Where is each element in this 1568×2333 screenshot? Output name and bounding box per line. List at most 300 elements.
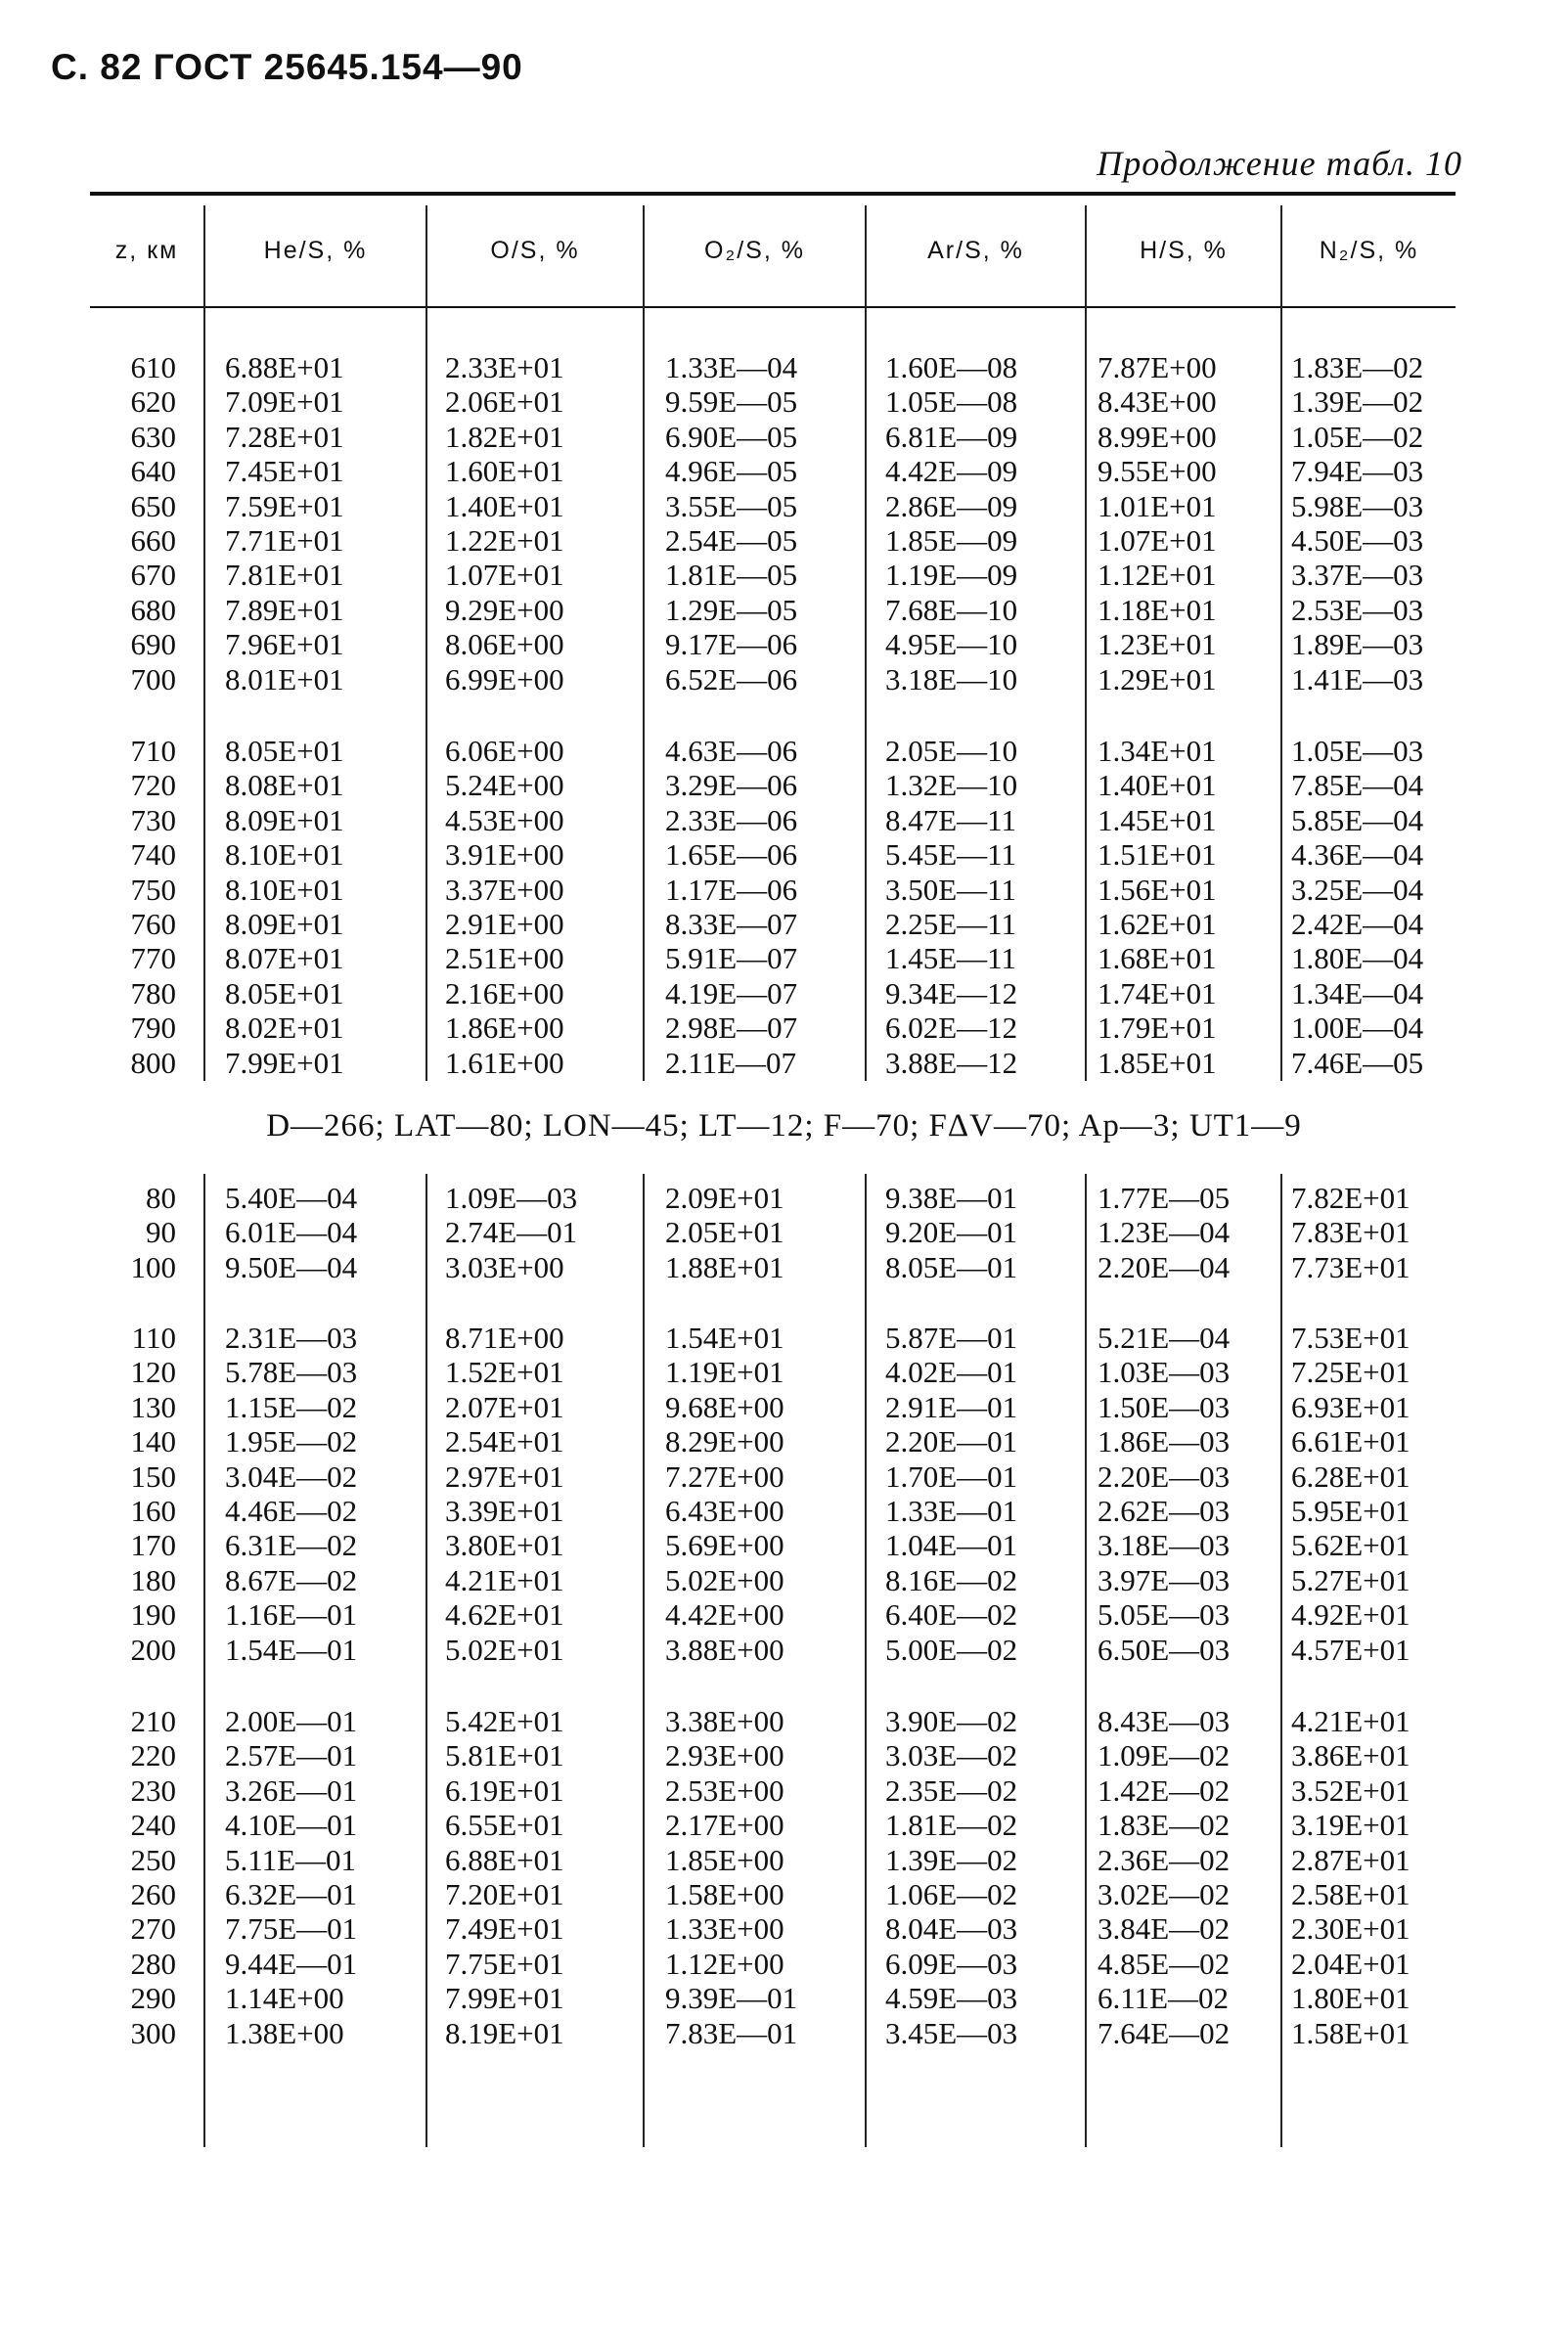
table-row xyxy=(0,734,1568,768)
cell-argon: 2.20E—01 xyxy=(885,1424,1018,1459)
cell-altitude: 690 xyxy=(130,627,176,662)
cell-helium: 7.45E+01 xyxy=(225,454,344,489)
cell-hydrogen: 1.56E+01 xyxy=(1098,872,1217,907)
cell-helium: 6.01E—04 xyxy=(225,1215,358,1250)
column-separator xyxy=(643,1174,645,2147)
column-separator xyxy=(203,1174,205,2147)
cell-molecular-oxygen: 1.65E—06 xyxy=(665,837,798,873)
cell-nitrogen: 2.04E+01 xyxy=(1291,1946,1411,1981)
table-row xyxy=(0,803,1568,837)
cell-argon: 8.05E—01 xyxy=(885,1249,1018,1284)
cell-nitrogen: 4.57E+01 xyxy=(1291,1632,1411,1667)
cell-nitrogen: 1.80E—04 xyxy=(1291,941,1424,976)
cell-oxygen: 1.22E+01 xyxy=(445,523,564,558)
cell-nitrogen: 1.83E—02 xyxy=(1291,350,1424,384)
cell-molecular-oxygen: 2.33E—06 xyxy=(665,802,798,837)
cell-argon: 8.47E—11 xyxy=(885,802,1017,837)
cell-altitude: 710 xyxy=(130,734,176,768)
cell-oxygen: 7.99E+01 xyxy=(445,1981,564,2016)
cell-argon: 4.42E—09 xyxy=(885,454,1018,489)
cell-hydrogen: 6.50E—03 xyxy=(1098,1632,1231,1667)
cell-molecular-oxygen: 4.96E—05 xyxy=(665,454,798,489)
cell-nitrogen: 6.93E+01 xyxy=(1291,1389,1411,1424)
cell-helium: 5.11E—01 xyxy=(225,1842,357,1877)
table-row xyxy=(0,1390,1568,1424)
table-row xyxy=(0,1808,1568,1842)
cell-altitude: 760 xyxy=(130,907,176,941)
cell-oxygen: 1.86E+00 xyxy=(445,1010,564,1046)
cell-argon: 1.39E—02 xyxy=(885,1842,1018,1877)
table-row xyxy=(0,1494,1568,1528)
cell-molecular-oxygen: 1.33E+00 xyxy=(665,1911,784,1947)
cell-argon: 7.68E—10 xyxy=(885,592,1018,627)
cell-molecular-oxygen: 2.17E+00 xyxy=(665,1808,784,1843)
table-row xyxy=(0,1911,1568,1946)
cell-molecular-oxygen: 2.09E+01 xyxy=(665,1181,784,1215)
cell-helium: 8.67E—02 xyxy=(225,1562,358,1597)
cell-hydrogen: 1.40E+01 xyxy=(1098,768,1217,803)
table-row xyxy=(0,523,1568,558)
cell-argon: 6.09E—03 xyxy=(885,1946,1018,1981)
cell-molecular-oxygen: 1.54E+01 xyxy=(665,1321,784,1355)
cell-altitude: 160 xyxy=(130,1494,176,1528)
cell-hydrogen: 2.62E—03 xyxy=(1098,1494,1231,1528)
table-row xyxy=(0,489,1568,523)
table-row xyxy=(0,1843,1568,1877)
header-altitude: z, км xyxy=(114,237,179,264)
header-separator xyxy=(643,207,645,303)
cell-argon: 5.45E—11 xyxy=(885,837,1017,873)
column-separator xyxy=(426,1174,427,2147)
cell-argon: 6.02E—12 xyxy=(885,1010,1018,1046)
cell-nitrogen: 1.58E+01 xyxy=(1291,2015,1411,2050)
cell-molecular-oxygen: 1.19E+01 xyxy=(665,1355,784,1390)
cell-hydrogen: 3.02E—02 xyxy=(1098,1877,1231,1911)
table-row xyxy=(0,1046,1568,1080)
cell-nitrogen: 7.83E+01 xyxy=(1291,1215,1411,1250)
cell-hydrogen: 9.55E+00 xyxy=(1098,454,1217,489)
cell-helium: 1.14E+00 xyxy=(225,1981,344,2016)
cell-helium: 2.00E—01 xyxy=(225,1704,358,1738)
cell-hydrogen: 1.12E+01 xyxy=(1098,558,1217,593)
cell-helium: 9.44E—01 xyxy=(225,1946,358,1981)
cell-molecular-oxygen: 1.12E+00 xyxy=(665,1946,784,1981)
table-row xyxy=(0,1704,1568,1738)
cell-hydrogen: 1.18E+01 xyxy=(1098,592,1217,627)
cell-argon: 1.06E—02 xyxy=(885,1877,1018,1911)
cell-altitude: 790 xyxy=(130,1010,176,1046)
cell-altitude: 650 xyxy=(130,488,176,523)
table-row xyxy=(0,593,1568,627)
cell-nitrogen: 4.50E—03 xyxy=(1291,523,1424,558)
cell-argon: 9.34E—12 xyxy=(885,975,1018,1010)
cell-altitude: 170 xyxy=(130,1528,176,1563)
cell-argon: 3.18E—10 xyxy=(885,661,1018,696)
table-row xyxy=(0,1424,1568,1458)
cell-altitude: 260 xyxy=(130,1877,176,1911)
table-row xyxy=(0,1215,1568,1249)
cell-oxygen: 2.97E+01 xyxy=(445,1458,564,1494)
cell-hydrogen: 7.87E+00 xyxy=(1098,350,1217,384)
header-separator xyxy=(1085,207,1087,303)
column-separator xyxy=(643,205,645,1081)
cell-nitrogen: 3.86E+01 xyxy=(1291,1738,1411,1773)
table-row xyxy=(0,420,1568,454)
cell-nitrogen: 7.85E—04 xyxy=(1291,768,1424,803)
cell-oxygen: 5.24E+00 xyxy=(445,768,564,803)
cell-molecular-oxygen: 3.38E+00 xyxy=(665,1704,784,1738)
cell-oxygen: 1.52E+01 xyxy=(445,1355,564,1390)
cell-hydrogen: 1.50E—03 xyxy=(1098,1389,1231,1424)
cell-molecular-oxygen: 2.05E+01 xyxy=(665,1215,784,1250)
cell-oxygen: 4.62E+01 xyxy=(445,1597,564,1633)
cell-altitude: 250 xyxy=(130,1842,176,1877)
table-row xyxy=(0,1181,1568,1215)
cell-helium: 7.99E+01 xyxy=(225,1045,344,1080)
cell-helium: 5.40E—04 xyxy=(225,1181,358,1215)
cell-argon: 2.25E—11 xyxy=(885,907,1017,941)
cell-altitude: 280 xyxy=(130,1946,176,1981)
column-separator xyxy=(865,205,867,1081)
cell-molecular-oxygen: 2.54E—05 xyxy=(665,523,798,558)
cell-oxygen: 1.07E+01 xyxy=(445,558,564,593)
cell-nitrogen: 1.39E—02 xyxy=(1291,384,1424,420)
cell-oxygen: 6.88E+01 xyxy=(445,1842,564,1877)
cell-molecular-oxygen: 1.17E—06 xyxy=(665,872,798,907)
cell-helium: 7.09E+01 xyxy=(225,384,344,420)
cell-molecular-oxygen: 6.52E—06 xyxy=(665,661,798,696)
cell-nitrogen: 1.41E—03 xyxy=(1291,661,1424,696)
cell-nitrogen: 5.27E+01 xyxy=(1291,1562,1411,1597)
cell-argon: 1.33E—01 xyxy=(885,1494,1018,1528)
cell-hydrogen: 8.43E+00 xyxy=(1098,384,1217,420)
table-row xyxy=(0,350,1568,384)
cell-nitrogen: 4.92E+01 xyxy=(1291,1597,1411,1633)
cell-hydrogen: 1.09E—02 xyxy=(1098,1738,1231,1773)
cell-molecular-oxygen: 4.42E+00 xyxy=(665,1597,784,1633)
cell-nitrogen: 7.94E—03 xyxy=(1291,454,1424,489)
cell-hydrogen: 7.64E—02 xyxy=(1098,2015,1231,2050)
cell-helium: 7.96E+01 xyxy=(225,627,344,662)
header-separator xyxy=(426,207,427,303)
cell-helium: 6.32E—01 xyxy=(225,1877,358,1911)
cell-oxygen: 2.54E+01 xyxy=(445,1424,564,1459)
cell-helium: 7.59E+01 xyxy=(225,488,344,523)
cell-argon: 3.88E—12 xyxy=(885,1045,1018,1080)
cell-hydrogen: 1.23E—04 xyxy=(1098,1215,1231,1250)
cell-oxygen: 2.33E+01 xyxy=(445,350,564,384)
cell-molecular-oxygen: 5.69E+00 xyxy=(665,1528,784,1563)
cell-oxygen: 6.99E+00 xyxy=(445,661,564,696)
table-row xyxy=(0,1947,1568,1981)
cell-helium: 8.02E+01 xyxy=(225,1010,344,1046)
cell-hydrogen: 1.01E+01 xyxy=(1098,488,1217,523)
cell-hydrogen: 3.84E—02 xyxy=(1098,1911,1231,1947)
cell-molecular-oxygen: 1.88E+01 xyxy=(665,1249,784,1284)
cell-argon: 8.04E—03 xyxy=(885,1911,1018,1947)
header-separator xyxy=(1280,207,1282,303)
cell-altitude: 750 xyxy=(130,872,176,907)
cell-oxygen: 2.16E+00 xyxy=(445,975,564,1010)
cell-nitrogen: 3.52E+01 xyxy=(1291,1772,1411,1808)
cell-nitrogen: 2.42E—04 xyxy=(1291,907,1424,941)
cell-nitrogen: 2.30E+01 xyxy=(1291,1911,1411,1947)
table-row xyxy=(0,384,1568,419)
cell-altitude: 180 xyxy=(130,1562,176,1597)
table-row xyxy=(0,1355,1568,1389)
cell-altitude: 660 xyxy=(130,523,176,558)
cell-nitrogen: 7.46E—05 xyxy=(1291,1045,1424,1080)
cell-argon: 9.38E—01 xyxy=(885,1181,1018,1215)
cell-oxygen: 1.82E+01 xyxy=(445,419,564,454)
cell-argon: 9.20E—01 xyxy=(885,1215,1018,1250)
cell-altitude: 220 xyxy=(130,1738,176,1773)
cell-helium: 8.09E+01 xyxy=(225,802,344,837)
cell-nitrogen: 7.82E+01 xyxy=(1291,1181,1411,1215)
cell-hydrogen: 1.86E—03 xyxy=(1098,1424,1231,1459)
cell-molecular-oxygen: 1.33E—04 xyxy=(665,350,798,384)
cell-oxygen: 6.19E+01 xyxy=(445,1772,564,1808)
cell-molecular-oxygen: 2.53E+00 xyxy=(665,1772,784,1808)
cell-molecular-oxygen: 2.11E—07 xyxy=(665,1045,797,1080)
table-row xyxy=(0,1321,1568,1355)
cell-nitrogen: 6.61E+01 xyxy=(1291,1424,1411,1459)
cell-helium: 1.38E+00 xyxy=(225,2015,344,2050)
cell-nitrogen: 1.00E—04 xyxy=(1291,1010,1424,1046)
cell-oxygen: 7.20E+01 xyxy=(445,1877,564,1911)
cell-altitude: 210 xyxy=(130,1704,176,1738)
cell-argon: 5.00E—02 xyxy=(885,1632,1018,1667)
cell-hydrogen: 5.05E—03 xyxy=(1098,1597,1231,1633)
cell-altitude: 780 xyxy=(130,975,176,1010)
cell-helium: 2.57E—01 xyxy=(225,1738,358,1773)
cell-hydrogen: 1.62E+01 xyxy=(1098,907,1217,941)
cell-helium: 1.15E—02 xyxy=(225,1389,358,1424)
cell-molecular-oxygen: 3.88E+00 xyxy=(665,1632,784,1667)
table-header-rule xyxy=(90,306,1456,308)
table-row xyxy=(0,837,1568,872)
column-separator xyxy=(1085,1174,1087,2147)
cell-oxygen: 1.61E+00 xyxy=(445,1045,564,1080)
cell-oxygen: 3.80E+01 xyxy=(445,1528,564,1563)
cell-nitrogen: 5.62E+01 xyxy=(1291,1528,1411,1563)
cell-altitude: 270 xyxy=(130,1911,176,1947)
cell-helium: 8.01E+01 xyxy=(225,661,344,696)
cell-oxygen: 4.21E+01 xyxy=(445,1562,564,1597)
cell-altitude: 720 xyxy=(130,768,176,803)
cell-argon: 4.02E—01 xyxy=(885,1355,1018,1390)
cell-altitude: 610 xyxy=(130,350,176,384)
cell-argon: 1.70E—01 xyxy=(885,1458,1018,1494)
table-row xyxy=(0,1010,1568,1045)
cell-nitrogen: 1.05E—03 xyxy=(1291,734,1424,768)
cell-argon: 3.50E—11 xyxy=(885,872,1017,907)
table-row xyxy=(0,873,1568,907)
cell-altitude: 240 xyxy=(130,1808,176,1843)
table-row xyxy=(0,1597,1568,1632)
table-row xyxy=(0,976,1568,1010)
cell-hydrogen: 4.85E—02 xyxy=(1098,1946,1231,1981)
cell-altitude: 800 xyxy=(130,1045,176,1080)
cell-argon: 3.45E—03 xyxy=(885,2015,1018,2050)
cell-altitude: 620 xyxy=(130,384,176,420)
cell-argon: 1.81E—02 xyxy=(885,1808,1018,1843)
cell-helium: 1.54E—01 xyxy=(225,1632,358,1667)
cell-molecular-oxygen: 6.90E—05 xyxy=(665,419,798,454)
cell-hydrogen: 1.51E+01 xyxy=(1098,837,1217,873)
cell-helium: 8.05E+01 xyxy=(225,734,344,768)
cell-oxygen: 5.02E+01 xyxy=(445,1632,564,1667)
cell-nitrogen: 5.98E—03 xyxy=(1291,488,1424,523)
cell-hydrogen: 1.83E—02 xyxy=(1098,1808,1231,1843)
cell-molecular-oxygen: 9.68E+00 xyxy=(665,1389,784,1424)
cell-molecular-oxygen: 7.27E+00 xyxy=(665,1458,784,1494)
table-row xyxy=(0,1459,1568,1494)
column-separator xyxy=(426,205,427,1081)
cell-hydrogen: 1.77E—05 xyxy=(1098,1181,1231,1215)
cell-argon: 6.81E—09 xyxy=(885,419,1018,454)
cell-oxygen: 5.42E+01 xyxy=(445,1704,564,1738)
cell-argon: 1.45E—11 xyxy=(885,941,1017,976)
table-row xyxy=(0,768,1568,802)
cell-hydrogen: 2.20E—04 xyxy=(1098,1249,1231,1284)
cell-oxygen: 5.81E+01 xyxy=(445,1738,564,1773)
cell-altitude: 730 xyxy=(130,802,176,837)
cell-hydrogen: 1.68E+01 xyxy=(1098,941,1217,976)
cell-oxygen: 1.40E+01 xyxy=(445,488,564,523)
cell-hydrogen: 6.11E—02 xyxy=(1098,1981,1230,2016)
column-separator xyxy=(865,1174,867,2147)
cell-nitrogen: 6.28E+01 xyxy=(1291,1458,1411,1494)
cell-oxygen: 2.51E+00 xyxy=(445,941,564,976)
cell-argon: 2.05E—10 xyxy=(885,734,1018,768)
cell-helium: 8.07E+01 xyxy=(225,941,344,976)
cell-molecular-oxygen: 6.43E+00 xyxy=(665,1494,784,1528)
cell-nitrogen: 5.95E+01 xyxy=(1291,1494,1411,1528)
table-row xyxy=(0,627,1568,661)
cell-oxygen: 7.49E+01 xyxy=(445,1911,564,1947)
cell-molecular-oxygen: 2.93E+00 xyxy=(665,1738,784,1773)
cell-helium: 8.10E+01 xyxy=(225,837,344,873)
cell-molecular-oxygen: 1.81E—05 xyxy=(665,558,798,593)
cell-oxygen: 9.29E+00 xyxy=(445,592,564,627)
cell-argon: 1.04E—01 xyxy=(885,1528,1018,1563)
cell-argon: 1.19E—09 xyxy=(885,558,1018,593)
cell-argon: 2.91E—01 xyxy=(885,1389,1018,1424)
cell-nitrogen: 3.25E—04 xyxy=(1291,872,1424,907)
table-row xyxy=(0,2016,1568,2050)
table-continuation-label: Продолжение табл. 10 xyxy=(1097,144,1462,183)
cell-hydrogen: 2.20E—03 xyxy=(1098,1458,1231,1494)
cell-hydrogen: 2.36E—02 xyxy=(1098,1842,1231,1877)
table-row xyxy=(0,454,1568,488)
cell-nitrogen: 4.36E—04 xyxy=(1291,837,1424,873)
cell-nitrogen: 2.87E+01 xyxy=(1291,1842,1411,1877)
cell-altitude: 120 xyxy=(130,1355,176,1390)
cell-oxygen: 3.37E+00 xyxy=(445,872,564,907)
cell-molecular-oxygen: 5.02E+00 xyxy=(665,1562,784,1597)
cell-oxygen: 3.39E+01 xyxy=(445,1494,564,1528)
cell-argon: 5.87E—01 xyxy=(885,1321,1018,1355)
cell-helium: 8.10E+01 xyxy=(225,872,344,907)
cell-argon: 1.60E—08 xyxy=(885,350,1018,384)
cell-helium: 2.31E—03 xyxy=(225,1321,358,1355)
cell-helium: 9.50E—04 xyxy=(225,1249,358,1284)
cell-nitrogen: 5.85E—04 xyxy=(1291,802,1424,837)
cell-altitude: 110 xyxy=(131,1321,176,1355)
cell-nitrogen: 4.21E+01 xyxy=(1291,1704,1411,1738)
cell-molecular-oxygen: 7.83E—01 xyxy=(665,2015,798,2050)
cell-altitude: 190 xyxy=(130,1597,176,1633)
table-row xyxy=(0,941,1568,975)
cell-molecular-oxygen: 1.58E+00 xyxy=(665,1877,784,1911)
cell-helium: 4.46E—02 xyxy=(225,1494,358,1528)
cell-nitrogen: 1.80E+01 xyxy=(1291,1981,1411,2016)
cell-helium: 7.89E+01 xyxy=(225,592,344,627)
cell-molecular-oxygen: 1.29E—05 xyxy=(665,592,798,627)
cell-molecular-oxygen: 4.63E—06 xyxy=(665,734,798,768)
cell-helium: 3.26E—01 xyxy=(225,1772,358,1808)
cell-altitude: 680 xyxy=(130,592,176,627)
cell-oxygen: 3.91E+00 xyxy=(445,837,564,873)
cell-altitude: 630 xyxy=(130,419,176,454)
cell-oxygen: 8.71E+00 xyxy=(445,1321,564,1355)
cell-altitude: 670 xyxy=(130,558,176,593)
cell-helium: 7.28E+01 xyxy=(225,419,344,454)
table-row xyxy=(0,1563,1568,1597)
cell-hydrogen: 1.07E+01 xyxy=(1098,523,1217,558)
cell-hydrogen: 1.34E+01 xyxy=(1098,734,1217,768)
cell-argon: 1.85E—09 xyxy=(885,523,1018,558)
cell-argon: 3.90E—02 xyxy=(885,1704,1018,1738)
cell-molecular-oxygen: 9.59E—05 xyxy=(665,384,798,420)
cell-helium: 6.88E+01 xyxy=(225,350,344,384)
cell-molecular-oxygen: 5.91E—07 xyxy=(665,941,798,976)
header-argon: Ar/S, % xyxy=(927,237,1024,264)
cell-nitrogen: 7.73E+01 xyxy=(1291,1249,1411,1284)
cell-hydrogen: 1.74E+01 xyxy=(1098,975,1217,1010)
cell-altitude: 300 xyxy=(130,2015,176,2050)
cell-helium: 1.16E—01 xyxy=(225,1597,358,1633)
cell-nitrogen: 1.05E—02 xyxy=(1291,419,1424,454)
cell-argon: 2.86E—09 xyxy=(885,488,1018,523)
cell-oxygen: 1.60E+01 xyxy=(445,454,564,489)
cell-helium: 8.08E+01 xyxy=(225,768,344,803)
cell-hydrogen: 1.23E+01 xyxy=(1098,627,1217,662)
header-separator xyxy=(865,207,867,303)
cell-hydrogen: 1.42E—02 xyxy=(1098,1772,1231,1808)
cell-oxygen: 2.74E—01 xyxy=(445,1215,578,1250)
cell-hydrogen: 1.29E+01 xyxy=(1098,661,1217,696)
cell-altitude: 130 xyxy=(130,1389,176,1424)
cell-molecular-oxygen: 8.33E—07 xyxy=(665,907,798,941)
cell-oxygen: 4.53E+00 xyxy=(445,802,564,837)
cell-oxygen: 7.75E+01 xyxy=(445,1946,564,1981)
table-header-row xyxy=(0,196,1568,306)
cell-molecular-oxygen: 2.98E—07 xyxy=(665,1010,798,1046)
cell-helium: 7.71E+01 xyxy=(225,523,344,558)
table-row xyxy=(0,1877,1568,1911)
table-row xyxy=(0,1981,1568,2015)
cell-molecular-oxygen: 4.19E—07 xyxy=(665,975,798,1010)
cell-helium: 3.04E—02 xyxy=(225,1458,358,1494)
cell-nitrogen: 7.53E+01 xyxy=(1291,1321,1411,1355)
cell-hydrogen: 3.97E—03 xyxy=(1098,1562,1231,1597)
cell-altitude: 90 xyxy=(146,1215,176,1250)
cell-nitrogen: 2.53E—03 xyxy=(1291,592,1424,627)
cell-nitrogen: 1.34E—04 xyxy=(1291,975,1424,1010)
cell-helium: 7.81E+01 xyxy=(225,558,344,593)
